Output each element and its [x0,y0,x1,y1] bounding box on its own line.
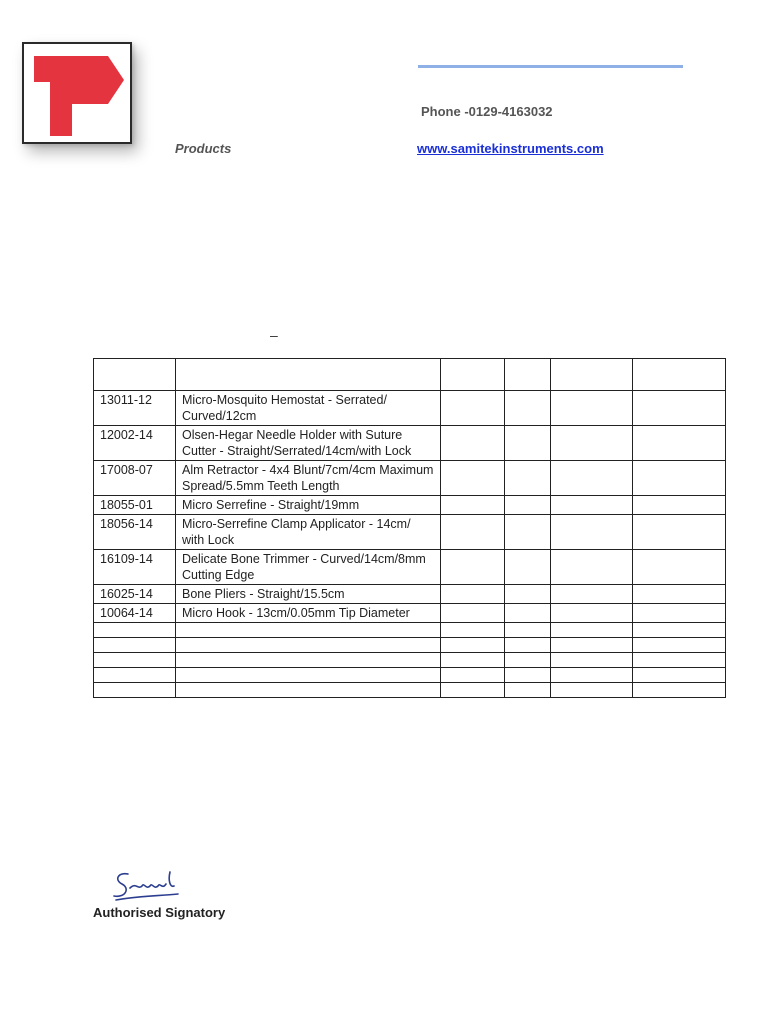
header-rule [418,65,683,68]
item-description: Micro Hook - 13cm/0.05mm Tip Diameter [176,604,441,623]
item-description: Micro-Mosquito Hemostat - Serrated/ Curved/12cm [176,391,441,426]
table-row [94,550,726,585]
table-row [94,426,726,461]
item-description: Delicate Bone Trimmer - Curved/14cm/8mm Cutting Edge [176,550,441,585]
table-row [94,461,726,496]
item-code: 16109-14 [94,550,176,585]
item-code: 17008-07 [94,461,176,496]
table-header-cell [176,359,441,391]
table-row [94,515,726,550]
table-header-row [94,359,726,391]
phone-number: Phone -0129-4163032 [421,104,553,119]
website-link[interactable]: www.samitekinstruments.com [417,141,604,156]
item-description: Olsen-Hegar Needle Holder with Suture Cutter - Straight/Serrated/14cm/with Lock [176,426,441,461]
item-code: 13011-12 [94,391,176,426]
table-row [94,391,726,426]
item-code: 16025-14 [94,585,176,604]
table-header-cell [441,359,505,391]
table-row [94,604,726,623]
item-code: 12002-14 [94,426,176,461]
empty-row [94,653,726,668]
item-description: Micro-Serrefine Clamp Applicator - 14cm/ with Lock [176,515,441,550]
empty-row [94,683,726,698]
empty-row [94,638,726,653]
authorised-signatory-label: Authorised Signatory [93,905,226,920]
company-logo [22,42,132,144]
products-label: Products [175,141,232,156]
item-code: 18055-01 [94,496,176,515]
empty-row [94,668,726,683]
logo-mark [34,56,124,136]
item-description: Micro Serrefine - Straight/19mm [176,496,441,515]
item-description: Bone Pliers - Straight/15.5cm [176,585,441,604]
table-header-cell [551,359,633,391]
table-row [94,496,726,515]
items-table [93,358,726,698]
table-header-cell [505,359,551,391]
table-header-cell [633,359,726,391]
empty-row [94,623,726,638]
item-code: 18056-14 [94,515,176,550]
item-description: Alm Retractor - 4x4 Blunt/7cm/4cm Maximum Spread/5.5mm Teeth Length [176,461,441,496]
item-code: 10064-14 [94,604,176,623]
table-row [94,585,726,604]
dash-mark: – [270,327,278,343]
table-header-cell [94,359,176,391]
